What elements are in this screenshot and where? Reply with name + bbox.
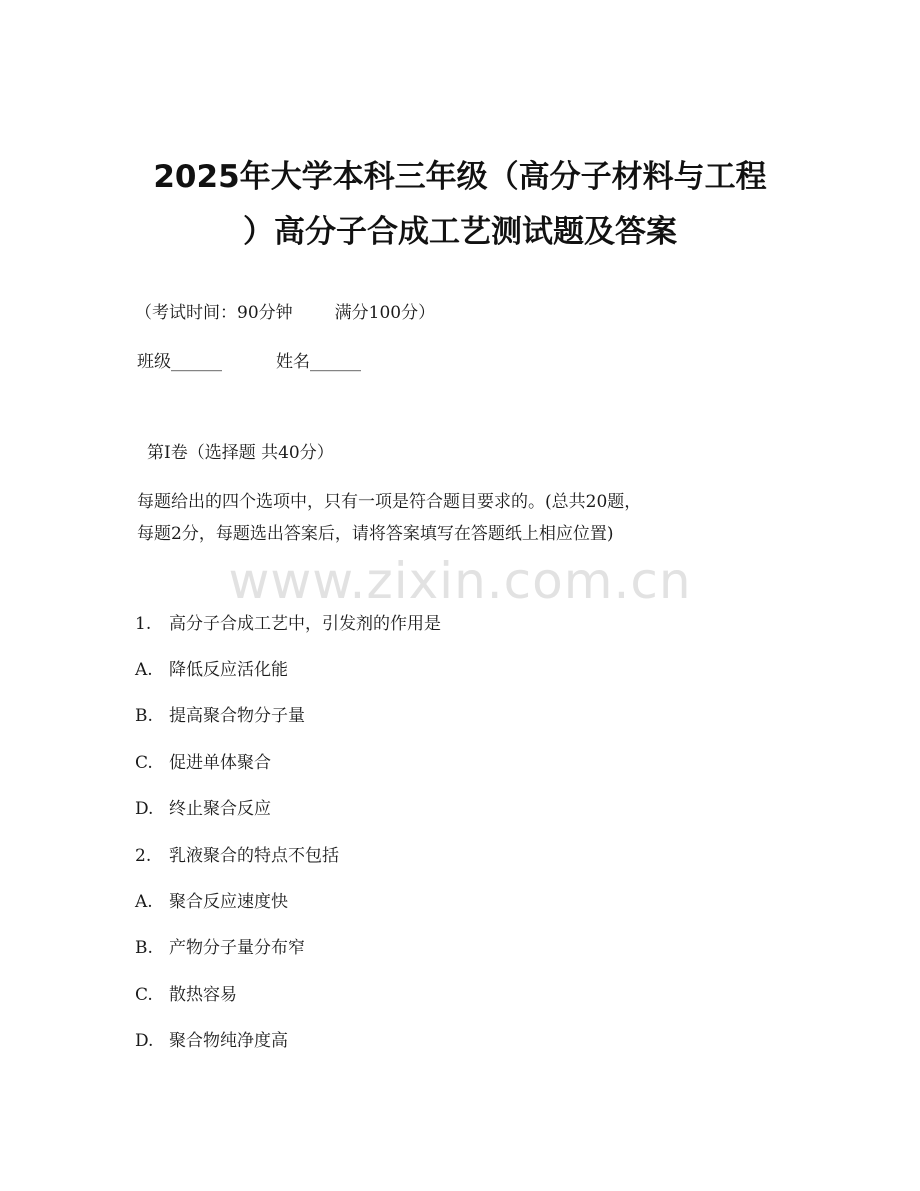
option-text: 散热容易 (169, 985, 237, 1005)
option-letter: C. (135, 985, 153, 1005)
exam-info (135, 302, 435, 324)
option-text: 终止聚合反应 (169, 799, 271, 819)
option-text: 聚合物纯净度高 (169, 1031, 288, 1051)
option-item (135, 705, 305, 727)
option-text: 提高聚合物分子量 (169, 706, 305, 726)
option-item (135, 984, 237, 1006)
question-number: 2. (135, 846, 152, 866)
option-text: 聚合反应速度快 (169, 892, 288, 912)
option-text: 降低反应活化能 (169, 660, 288, 680)
option-text: 产物分子量分布窄 (169, 938, 305, 958)
question-text: 乳液聚合的特点不包括 (169, 846, 339, 866)
instruction-line-2: 每题2分，每题选出答案后，请将答案填写在答题纸上相应位置) (137, 524, 614, 544)
section-title: 第Ⅰ卷（选择题 共40分） (147, 443, 334, 463)
option-letter: A. (135, 660, 153, 680)
option-letter: C. (135, 753, 153, 773)
class-field: 班级______ (137, 352, 222, 372)
title-line-2: ）高分子合成工艺测试题及答案 (243, 214, 677, 250)
option-item (135, 798, 271, 820)
title-line-1: 2025年大学本科三年级（高分子材料与工程 (153, 159, 767, 195)
option-letter: B. (135, 938, 153, 958)
watermark: www.zixin.com.cn (228, 552, 692, 610)
option-letter: D. (135, 799, 154, 819)
option-item (135, 937, 305, 959)
option-item (135, 1030, 288, 1052)
instruction-line-1: 每题给出的四个选项中，只有一项是符合题目要求的。(总共20题， (137, 492, 642, 512)
student-fields (137, 351, 361, 373)
option-text: 促进单体聚合 (169, 753, 271, 773)
exam-score: 满分100分） (334, 303, 436, 323)
question-stem (135, 845, 339, 867)
exam-time: （考试时间：90分钟 (135, 303, 293, 323)
option-item (135, 891, 288, 913)
question-number: 1. (135, 614, 152, 634)
option-letter: A. (135, 892, 153, 912)
name-field: 姓名______ (276, 352, 361, 372)
option-item (135, 659, 288, 681)
question-stem (135, 613, 441, 635)
option-letter: B. (135, 706, 153, 726)
option-item (135, 752, 271, 774)
option-letter: D. (135, 1031, 154, 1051)
question-text: 高分子合成工艺中，引发剂的作用是 (169, 614, 441, 634)
document-title (0, 150, 920, 260)
section-instructions (137, 486, 777, 550)
